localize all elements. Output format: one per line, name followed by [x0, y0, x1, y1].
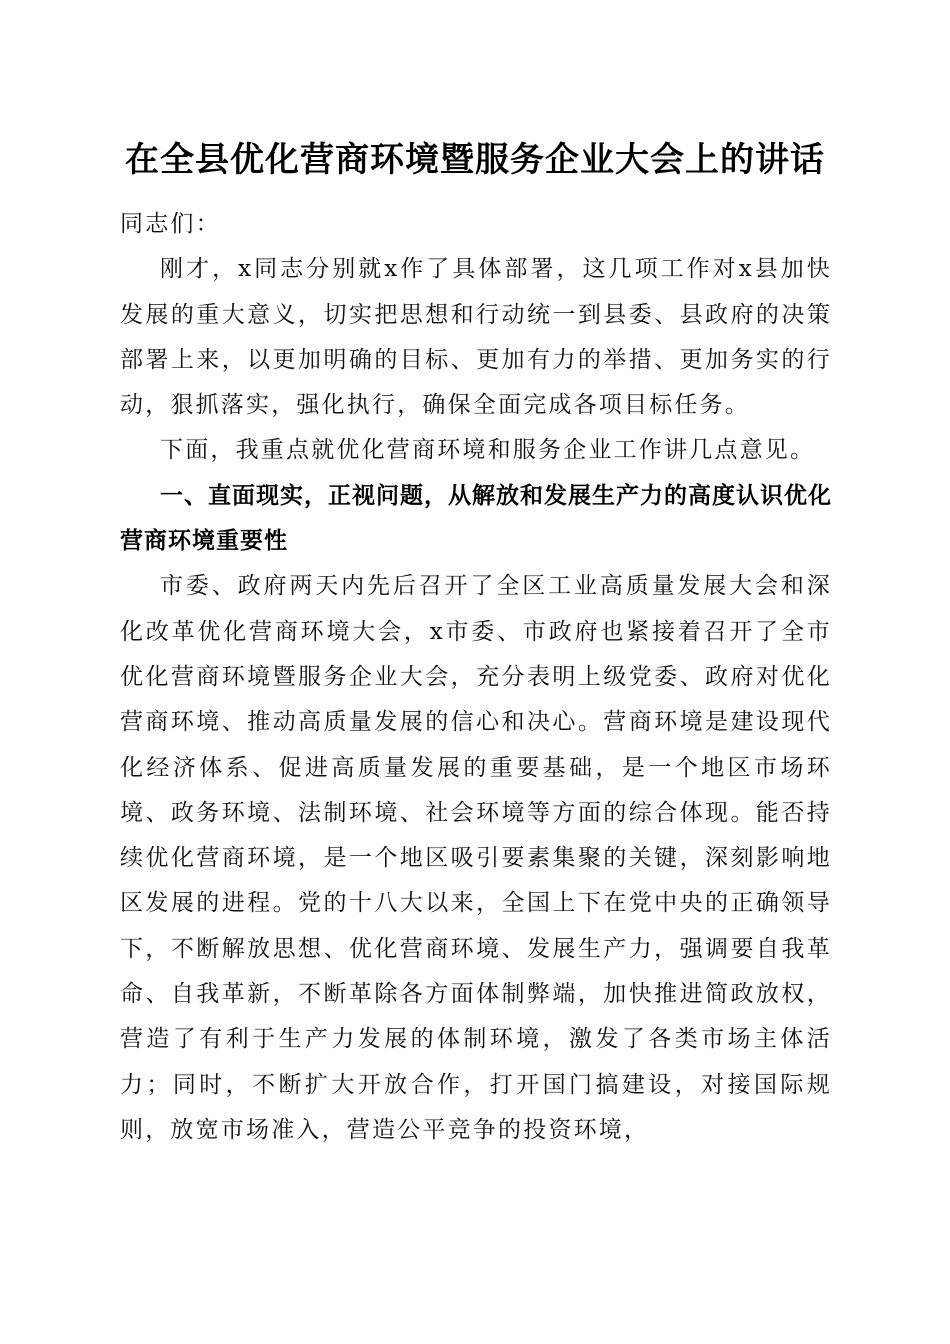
paragraph-intro: 下面，我重点就优化营商环境和服务企业工作讲几点意见。	[160, 437, 816, 464]
paragraph-opening: 刚才，x同志分别就x作了具体部署，这几项工作对x县加快发展的重大意义，切实把思想和行动统一到县委、县政府的决策部署上来，以更加明确的目标、更加有力的举措、更加务实的行动，狠抓落实，强化执行，确保全面完成各项目标任务。	[120, 256, 832, 419]
document-title: 在全县优化营商环境暨服务企业大会上的讲话	[125, 140, 825, 180]
section-heading: 一、直面现实，正视问题，从解放和发展生产力的高度认识优化营商环境重要性	[120, 482, 832, 555]
paragraph-section-one: 市委、政府两天内先后召开了全区工业高质量发展大会和深化改革优化营商环境大会，x市委、市政府也紧接着召开了全市优化营商环境暨服务企业大会，充分表明上级党委、政府对优化营商环境、推动高质量发展的信心和决心。营商环境是建设现代化经济体系、促进高质量发展的重要基础，是一个地区市场环境、政务环境、法制环境、社会环境等方面的综合体现。能否持续优化营商环境，是一个地区吸引要素集聚的关键，深刻影响地区发展的进程。党的十八大以来，全国上下在党中央的正确领导下，不断解放思想、优化营商环境、发展生产力，强调要自我革命、自我革新，不断革除各方面体制弊端，加快推进简政放权，营造了有利于生产力发展的体制环境，激发了各类市场主体活力；同时，不断扩大开放合作，打开国门搞建设，对接国际规则，放宽市场准入，营造公平竞争的投资环境，	[120, 573, 832, 1143]
salutation: 同志们：	[120, 211, 221, 237]
document-body	[120, 202, 832, 1153]
